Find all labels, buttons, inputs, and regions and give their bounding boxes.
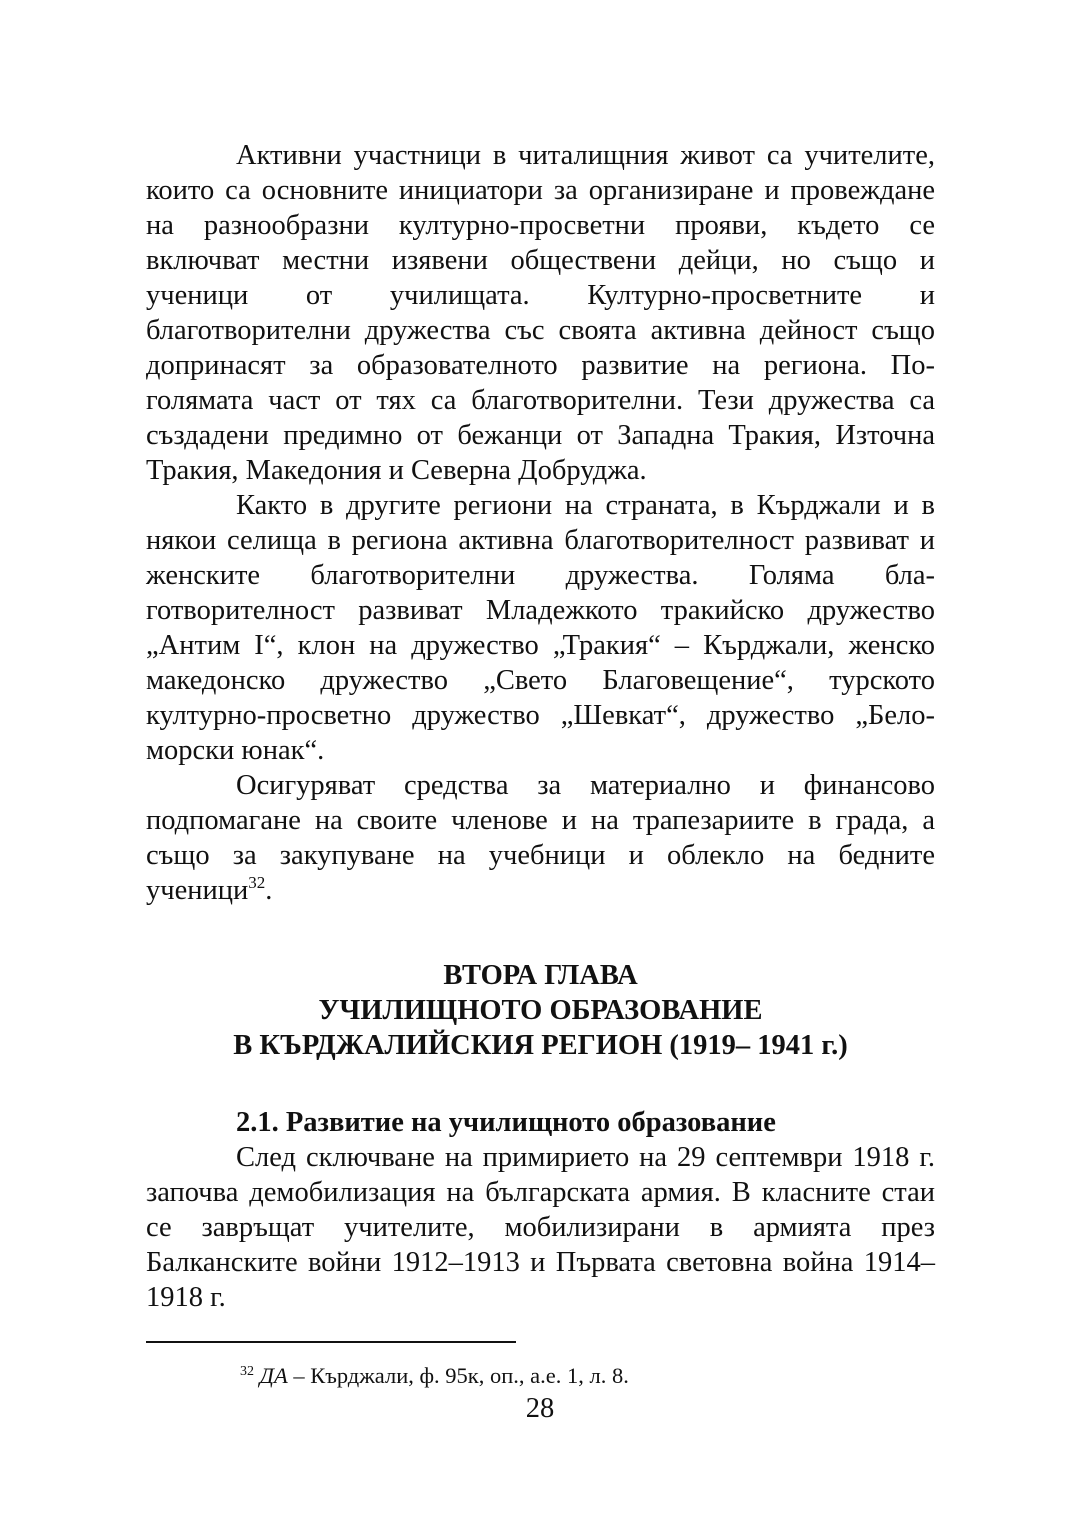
section-paragraph: След сключване на примирието на 29 септември 1918 г. започва демобилизация на българската армия. В класните стаи се завръщат учителите, мобилизирани в армията през Балканските войни 1912–1913 и Първата световна война 1914–1918 г. <box>146 1142 935 1313</box>
chapter-title <box>146 958 935 1063</box>
footnote-text: – Кърджали, ф. 95к, оп., а.е. 1, л. 8. <box>287 1363 629 1388</box>
body-paragraph-3-text: Осигуряват средства за материално и финансово подпомагане на своите членове и на трапезариите в града, а също за закупуване на учебници и облекло на бедните ученици <box>146 770 935 906</box>
footnote-divider <box>146 1341 516 1343</box>
footnote-reference-punct: . <box>265 875 273 906</box>
page-body <box>146 138 935 1315</box>
chapter-title-line-3: В КЪРДЖАЛИЙСКИЯ РЕГИОН (1919– 1941 г.) <box>233 1030 848 1061</box>
footnote <box>240 1362 629 1390</box>
footnote-reference[interactable]: 32 <box>248 873 266 892</box>
chapter-title-line-1: ВТОРА ГЛАВА <box>443 960 638 991</box>
body-paragraph-2: Както в другите региони на страната, в Кърджали и в някои селища в региона активна благотворителност развиват и женските благотворителни дружества. Голяма благотворителност развиват Младежкото тракийско дружество „Антим I“, клон на дружество „Тракия“ – Кърджали, женско македонско дружество „Свето Благовещение“, турското културно-просветно дружество „Шевкат“, дружество „Бело-морски юнак“. <box>146 490 935 766</box>
section-heading: 2.1. Развитие на училищното образование <box>236 1107 776 1138</box>
body-paragraph-3 <box>146 768 935 908</box>
body-paragraph-1: Активни участници в читалищния живот са учителите, които са основните инициатори за организиране и провеждане на разнообразни културно-просветни прояви, където се включват местни изявени обществени дейци, но също и ученици от училищата. Културно-просветните и благотворителни дружества със своята активна дейност също допринасят за образователното развитие на региона. По-голямата част от тях са благотворителни. Тези дружества са създадени предимно от бежанци от Западна Тракия, Източна Тракия, Македония и Северна Добруджа. <box>146 140 935 486</box>
chapter-title-line-2: УЧИЛИЩНОТО ОБРАЗОВАНИЕ <box>318 995 763 1026</box>
footnote-number: 32 <box>240 1364 254 1379</box>
page-number: 28 <box>525 1393 555 1424</box>
footnote-archive: ДА <box>259 1363 288 1388</box>
